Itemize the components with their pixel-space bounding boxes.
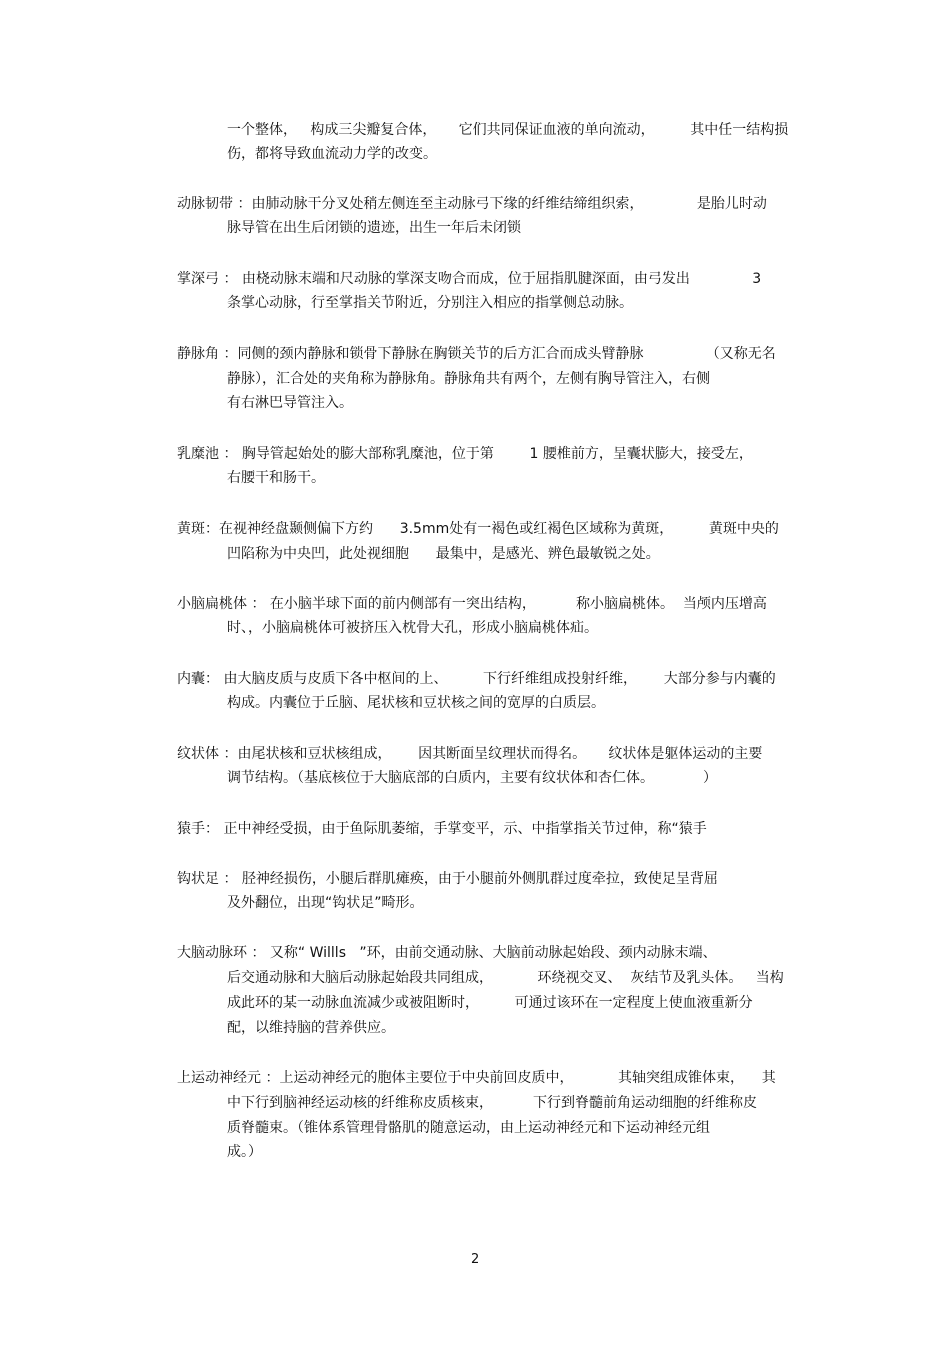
text-line: 后交通动脉和大脑后动脉起始段共同组成， 环绕视交叉、 灰结节及乳头体。 当构 [227, 970, 784, 986]
text-line: 脉导管在出生后闭锁的遗迹，出生一年后未闭锁 [227, 220, 521, 236]
term-line: 上运动神经元 ：上运动神经元的胞体主要位于中央前回皮质中， 其轴突组成锥体束， 其 [177, 1070, 776, 1086]
text-line: 一个整体， 构成三尖瓣复合体， 它们共同保证血液的单向流动， 其中任一结构损 [227, 122, 789, 138]
text-line: 伤，都将导致血流动力学的改变。 [227, 146, 437, 162]
text-line: 成此环的某一动脉血流减少或被阻断时， 可通过该环在一定程度上使血液重新分 [227, 995, 753, 1011]
text-line: 凹陷称为中央凹，此处视细胞 最集中，是感光、辨色最敏锐之处。 [227, 546, 660, 562]
text-line: 静脉），汇合处的夹角称为静脉角。静脉角共有两个，左侧有胸导管注入，右侧 [227, 371, 710, 387]
term-line: 内囊： 由大脑皮质与皮质下各中枢间的上、 下行纤维组成投射纤维， 大部分参与内囊的 [177, 671, 776, 687]
text-line: 时、，小脑扁桃体可被挤压入枕骨大孔，形成小脑扁桃体疝。 [227, 620, 598, 636]
text-line: 右腰干和肠干。 [227, 470, 325, 486]
term-line: 大脑动脉环 ： 又称“ Willls ”环，由前交通动脉、大脑前动脉起始段、颈内动脉末端、 [177, 945, 717, 961]
text-line: 质脊髓束。（锥体系管理骨骼肌的随意运动，由上运动神经元和下运动神经元组 [227, 1120, 710, 1136]
term-line: 静脉角 ：同侧的颈内静脉和锁骨下静脉在胸锁关节的后方汇合而成头臂静脉 （又称无名 [177, 346, 776, 362]
text-line: 有右淋巴导管注入。 [227, 395, 353, 411]
text-line: 及外翻位，出现“钩状足”畸形。 [227, 895, 424, 911]
text-line: 成。） [227, 1144, 262, 1160]
page-number: 2 [471, 1252, 480, 1267]
term-line: 钩状足 ： 胫神经损伤，小腿后群肌瘫痪，由于小腿前外侧肌群过度牵拉，致使足呈背屈 [177, 871, 718, 887]
text-line: 构成。内囊位于丘脑、尾状核和豆状核之间的宽厚的白质层。 [227, 695, 605, 711]
text-line: 调节结构。（基底核位于大脑底部的白质内，主要有纹状体和杏仁体。 ） [227, 770, 717, 786]
term-line: 纹状体 ：由尾状核和豆状核组成， 因其断面呈纹理状而得名。 纹状体是躯体运动的主要 [177, 746, 763, 762]
text-line: 中下行到脑神经运动核的纤维称皮质核束， 下行到脊髓前角运动细胞的纤维称皮 [227, 1095, 758, 1111]
term-line: 小脑扁桃体 ： 在小脑半球下面的前内侧部有一突出结构， 称小脑扁桃体。 当颅内压增高 [177, 596, 767, 612]
term-line: 猿手： 正中神经受损，由于鱼际肌萎缩，手掌变平，示、中指掌指关节过伸，称“猿手 [177, 821, 707, 837]
text-line: 配，以维持脑的营养供应。 [227, 1020, 395, 1036]
term-line: 黄斑：在视神经盘颞侧偏下方约 3.5mm处有一褐色或红褐色区域称为黄斑， 黄斑中央的 [177, 521, 779, 537]
text-line: 条掌心动脉，行至掌指关节附近，分别注入相应的指掌侧总动脉。 [227, 295, 633, 311]
term-line: 动脉韧带 ：由肺动脉干分叉处稍左侧连至主动脉弓下缘的纤维结缔组织索， 是胎儿时动 [177, 196, 767, 212]
term-line: 乳糜池 ： 胸导管起始处的膨大部称乳糜池，位于第 1 腰椎前方，呈囊状膨大，接受左， [177, 446, 753, 462]
term-line: 掌深弓 ： 由桡动脉末端和尺动脉的掌深支吻合而成，位于屈指肌腱深面，由弓发出 3 [177, 271, 762, 287]
